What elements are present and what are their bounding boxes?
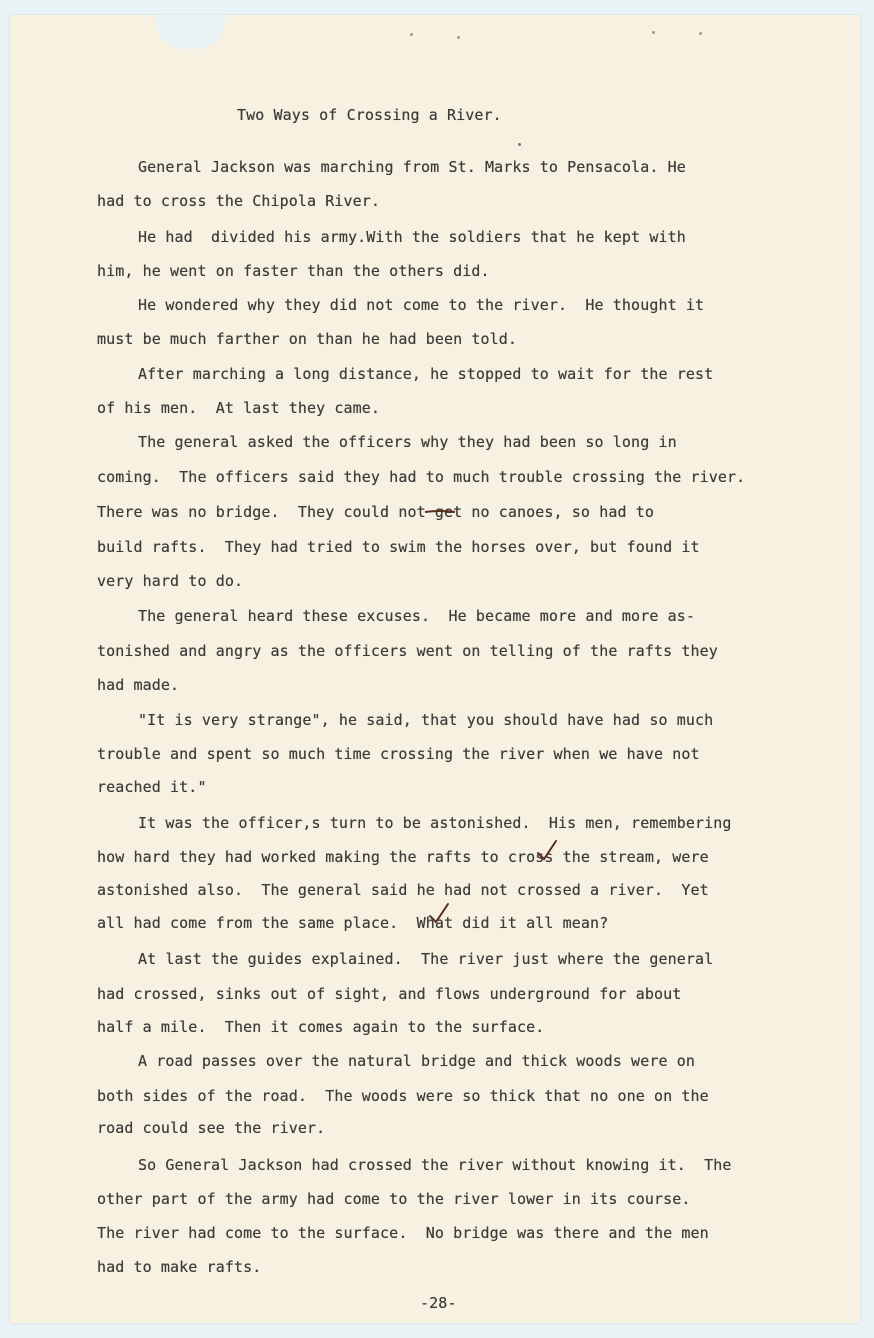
paper-speck (457, 36, 460, 39)
text-line-29: road could see the river. (97, 1119, 326, 1137)
text-line-32: The river had come to the surface. No bridge was there and the men (97, 1224, 709, 1242)
text-line-5: He wondered why they did not come to the river. He thought it (138, 296, 705, 314)
text-line-22: astonished also. The general said he had not crossed a river. Yet (97, 881, 709, 899)
text-line-25: had crossed, sinks out of sight, and flows underground for about (97, 985, 682, 1003)
paper-speck (410, 33, 413, 36)
handwritten-strikeout (424, 509, 456, 515)
paper-speck (518, 143, 521, 146)
text-line-17: "It is very strange", he said, that you should have had so much (138, 711, 714, 729)
text-line-33: had to make rafts. (97, 1258, 262, 1276)
text-line-8: of his men. At last they came. (97, 399, 381, 417)
text-line-26: half a mile. Then it comes again to the surface. (97, 1018, 545, 1036)
text-line-18: trouble and spent so much time crossing the river when we have not (97, 745, 700, 763)
paper-speck (699, 32, 702, 35)
text-line-12: build rafts. They had tried to swim the horses over, but found it (97, 538, 700, 556)
text-line-19: reached it." (97, 778, 207, 796)
text-line-13: very hard to do. (97, 572, 244, 590)
text-line-11: There was no bridge. They could not get no canoes, so had to (97, 503, 654, 521)
text-line-3: He had divided his army.With the soldiers that he kept with (138, 228, 686, 246)
text-line-24: At last the guides explained. The river just where the general (138, 950, 714, 968)
handwritten-check-mark (428, 902, 450, 926)
text-line-23: all had come from the same place. What did it all mean? (97, 914, 609, 932)
text-line-4: him, he went on faster than the others did. (97, 262, 490, 280)
text-line-28: both sides of the road. The woods were so thick that no one on the (97, 1087, 709, 1105)
text-line-31: other part of the army had come to the river lower in its course. (97, 1190, 691, 1208)
text-line-30: So General Jackson had crossed the river without knowing it. The (138, 1156, 732, 1174)
page-number: -28- (420, 1294, 457, 1312)
text-line-9: The general asked the officers why they had been so long in (138, 433, 677, 451)
text-line-15: tonished and angry as the officers went on telling of the rafts they (97, 642, 718, 660)
text-line-14: The general heard these excuses. He became more and more as- (138, 607, 695, 625)
text-line-6: must be much farther on than he had been told. (97, 330, 518, 348)
text-line-1: General Jackson was marching from St. Marks to Pensacola. He (138, 158, 686, 176)
handwritten-check-mark (536, 839, 558, 863)
text-line-20: It was the officer,s turn to be astonished. His men, remembering (138, 814, 732, 832)
text-line-27: A road passes over the natural bridge and thick woods were on (138, 1052, 695, 1070)
text-line-16: had made. (97, 676, 180, 694)
text-line-2: had to cross the Chipola River. (97, 192, 381, 210)
paper-speck (652, 31, 655, 34)
text-line-10: coming. The officers said they had to much trouble crossing the river. (97, 468, 746, 486)
page-title: Two Ways of Crossing a River. (237, 106, 502, 124)
text-line-7: After marching a long distance, he stopped to wait for the rest (138, 365, 714, 383)
text-line-21: how hard they had worked making the rafts to cross the stream, were (97, 848, 709, 866)
